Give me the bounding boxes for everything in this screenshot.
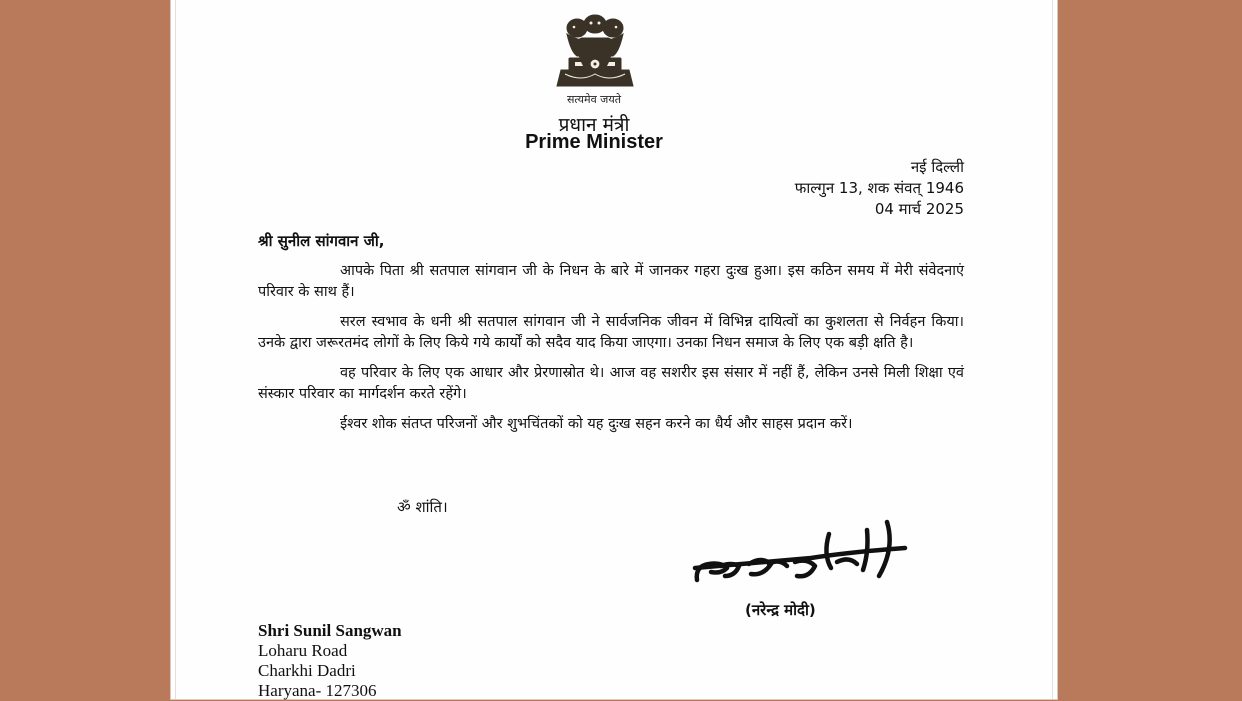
dateline	[795, 157, 964, 220]
national-emblem-icon	[551, 12, 639, 92]
body-paragraph: ईश्वर शोक संतप्त परिजनों और शुभचिंतकों को यह दुःख सहन करने का धैर्य और साहस प्रदान करें।	[340, 416, 853, 432]
signatory-name: (नरेन्द्र मोदी)	[745, 601, 816, 619]
address-line: Haryana- 127306	[258, 681, 377, 700]
recipient-address	[258, 621, 402, 701]
salutation: श्री सुनील सांगवान जी,	[258, 232, 385, 250]
address-line: Loharu Road	[258, 641, 348, 660]
body-paragraph: आपके पिता श्री सतपाल सांगवान जी के निधन के बारे में जानकर गहरा दुःख हुआ। इस कठिन समय में मेरी संवेदनाएं परिवार के साथ हैं।	[258, 263, 964, 300]
body-paragraph: वह परिवार के लिए एक आधार और प्रेरणास्रोत थे। आज वह सशरीर इस संसार में नहीं हैं, लेकिन उनसे मिली शिक्षा एवं संस्कार परिवार का मार्गदर्शन करते रहेंगे।	[258, 365, 964, 402]
handwritten-signature	[691, 518, 919, 598]
letterhead-title-english: Prime Minister	[525, 131, 663, 153]
dateline-gregorian-date: 04 मार्च 2025	[874, 200, 964, 218]
letter-page	[171, 0, 1057, 699]
letterhead-title-hindi: प्रधान मंत्री	[558, 114, 630, 136]
dateline-saka-date: फाल्गुन 13, शक संवत् 1946	[794, 179, 964, 197]
recipient-name: Shri Sunil Sangwan	[258, 621, 402, 640]
closing-line: ॐ शांति।	[397, 498, 448, 516]
address-line: Charkhi Dadri	[258, 661, 356, 680]
letter-body	[258, 261, 964, 444]
body-paragraph: सरल स्वभाव के धनी श्री सतपाल सांगवान जी ने सार्वजनिक जीवन में विभिन्न दायित्वों का कुशलता से निर्वहन किया। उनके द्वारा जरूरतमंद लोगों के लिए किये गये कार्यों को सदैव याद किया जाएगा। उनका निधन समाज के लिए एक बड़ी क्षति है।	[258, 314, 964, 351]
emblem-motto: सत्यमेव जयते	[566, 93, 621, 106]
dateline-place: नई दिल्ली	[910, 158, 964, 176]
